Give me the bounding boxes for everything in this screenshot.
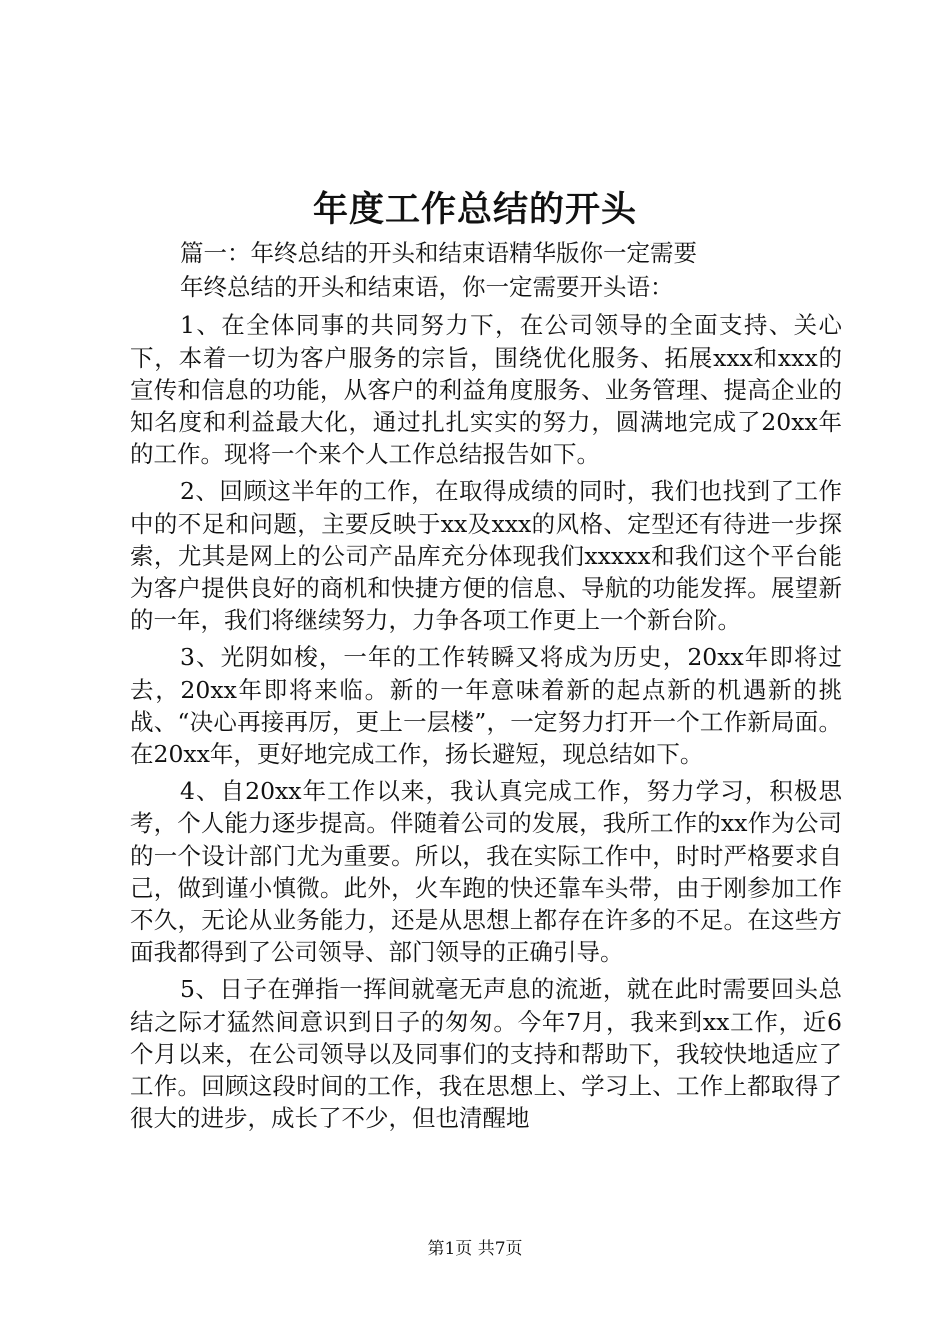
section-heading: 篇一：年终总结的开头和结束语精华版你一定需要 (180, 239, 697, 267)
document-title: 年度工作总结的开头 (312, 189, 637, 230)
document-body (130, 237, 842, 1139)
paragraph-4: 4、自20xx年工作以来，我认真完成工作，努力学习，积极思考，个人能力逐步提高。伴随着公司的发展，我所工作的xx作为公司的一个设计部门尤为重要。所以，我在实际工作中，时时严格要求自己，做到谨小慎微。此外，火车跑的快还靠车头带，由于刚参加工作不久，无论从业务能力，还是从思想上都存在许多的不足。在这些方面我都得到了公司领导、部门领导的正确引导。 (130, 777, 842, 967)
intro-line: 年终总结的开头和结束语，你一定需要开头语： (180, 273, 674, 302)
paragraph-2: 2、回顾这半年的工作，在取得成绩的同时，我们也找到了工作中的不足和问题，主要反映于xx及xxx的风格、定型还有待进一步探索，尤其是网上的公司产品库充分体现我们xxxxx和我们这个平台能为客户提供良好的商机和快捷方便的信息、导航的功能发挥。展望新的一年，我们将继续努力，力争各项工作更上一个新台阶。 (130, 477, 842, 635)
page-number-footer: 第1页 共7页 (427, 1239, 523, 1259)
paragraph-3: 3、光阴如梭，一年的工作转瞬又将成为历史，20xx年即将过去，20xx年即将来临。新的一年意味着新的起点新的机遇新的挑战、“决心再接再厉，更上一层楼”，一定努力打开一个工作新局面。在20xx年，更好地完成工作，扬长避短，现总结如下。 (130, 643, 842, 769)
paragraph-1: 1、在全体同事的共同努力下，在公司领导的全面支持、关心下，本着一切为客户服务的宗旨，围绕优化服务、拓展xxx和xxx的宣传和信息的功能，从客户的利益角度服务、业务管理、提高企业的知名度和利益最大化，通过扎扎实实的努力，圆满地完成了20xx年的工作。现将一个来个人工作总结报告如下。 (130, 311, 842, 469)
paragraph-5: 5、日子在弹指一挥间就毫无声息的流逝，就在此时需要回头总结之际才猛然间意识到日子的匆匆。今年7月，我来到xx工作，近6个月以来，在公司领导以及同事们的支持和帮助下，我较快地适应了工作。回顾这段时间的工作，我在思想上、学习上、工作上都取得了很大的进步，成长了不少，但也清醒地 (130, 975, 842, 1133)
